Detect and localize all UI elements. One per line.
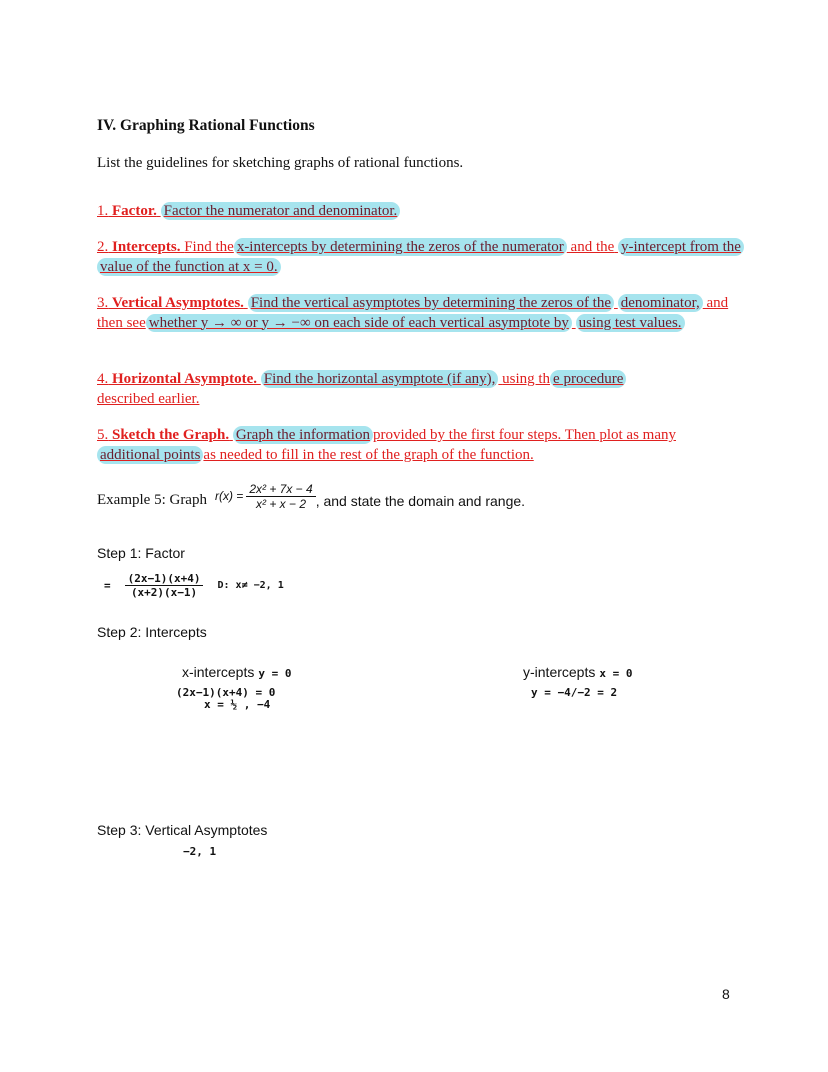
- guideline-heading: Sketch the Graph.: [112, 427, 230, 443]
- highlighted-text: denominator,: [618, 294, 703, 312]
- highlighted-text: e procedure: [550, 370, 626, 388]
- highlighted-text: whether y → ∞ or y → −∞ on each side of each vertical asymptote by: [146, 314, 572, 332]
- example-suffix: , and state the domain and range.: [315, 493, 526, 509]
- equals-sign: =: [104, 579, 111, 592]
- guideline-text: described earlier.: [97, 390, 200, 407]
- guideline-number: 1.: [97, 203, 109, 219]
- step3-label: Step 3: Vertical Asymptotes: [97, 822, 268, 838]
- step2-label: Step 2: Intercepts: [97, 624, 207, 640]
- highlighted-text: y-intercept from the value of the function at x = 0.: [97, 238, 744, 276]
- x-intercepts-label: x-intercepts: [182, 664, 255, 680]
- page-number: 8: [722, 986, 730, 1002]
- guideline-1: [97, 202, 742, 222]
- function-name: r(x) =: [214, 489, 244, 503]
- factored-fraction: [125, 572, 204, 599]
- guideline-3: [97, 294, 742, 333]
- guideline-2: [97, 238, 742, 277]
- x-intercepts: [176, 664, 292, 711]
- guideline-text: Find the: [184, 239, 234, 255]
- example-label: Example 5: Graph: [97, 492, 207, 508]
- y-condition: x = 0: [599, 667, 633, 680]
- highlighted-text: additional points: [97, 446, 203, 464]
- guideline-number: 4.: [97, 371, 109, 387]
- guideline-heading: Intercepts.: [112, 239, 181, 255]
- highlighted-text: Find the vertical asymptotes by determining the zeros of the: [248, 294, 614, 312]
- guideline-text: and then see: [97, 295, 729, 331]
- highlighted-text: Find the horizontal asymptote (if any),: [261, 370, 499, 388]
- guideline-number: 5.: [97, 427, 109, 443]
- x-solution: x = ½ , −4: [204, 698, 271, 711]
- denominator: x² + x − 2: [255, 497, 307, 511]
- guideline-number: 3.: [97, 295, 109, 311]
- numerator: 2x² + 7x − 4: [246, 482, 315, 497]
- guideline-number: 2.: [97, 239, 109, 255]
- highlighted-text: Graph the information: [233, 426, 373, 444]
- domain-note: D: x≠ −2, 1: [217, 580, 284, 591]
- function-fraction: [246, 482, 315, 511]
- highlighted-text: x-intercepts by determining the zeros of the numerator: [234, 238, 567, 256]
- x-equation: (2x−1)(x+4) = 0: [176, 686, 276, 699]
- step3-answer: −2, 1: [183, 845, 217, 858]
- guideline-heading: Horizontal Asymptote.: [112, 371, 257, 387]
- guideline-4: [97, 370, 742, 409]
- step1-work: [104, 572, 284, 599]
- guideline-5: [97, 426, 742, 465]
- guideline-heading: Vertical Asymptotes.: [112, 295, 244, 311]
- highlighted-text: Factor the numerator and denominator.: [161, 202, 401, 220]
- x-condition: y = 0: [258, 667, 292, 680]
- guideline-text: as needed to fill in the rest of the graph of the function.: [203, 446, 534, 463]
- denominator: (x+2)(x−1): [130, 586, 198, 599]
- numerator: (2x−1)(x+4): [125, 572, 204, 586]
- step1-label: Step 1: Factor: [97, 545, 185, 561]
- y-intercepts-label: y-intercepts: [523, 664, 596, 680]
- y-intercepts: [523, 664, 632, 699]
- guideline-text: provided by the first four steps. Then plot as many: [372, 427, 676, 443]
- y-equation: y = −4/−2 = 2: [531, 686, 618, 699]
- section-title: IV. Graphing Rational Functions: [97, 117, 315, 134]
- example-5: [97, 482, 525, 511]
- guideline-text: and the: [570, 239, 615, 255]
- intro-text: List the guidelines for sketching graphs of rational functions.: [97, 155, 464, 171]
- guideline-text: using th: [502, 371, 551, 387]
- highlighted-text: using test values.: [576, 314, 685, 332]
- guideline-heading: Factor.: [112, 203, 157, 219]
